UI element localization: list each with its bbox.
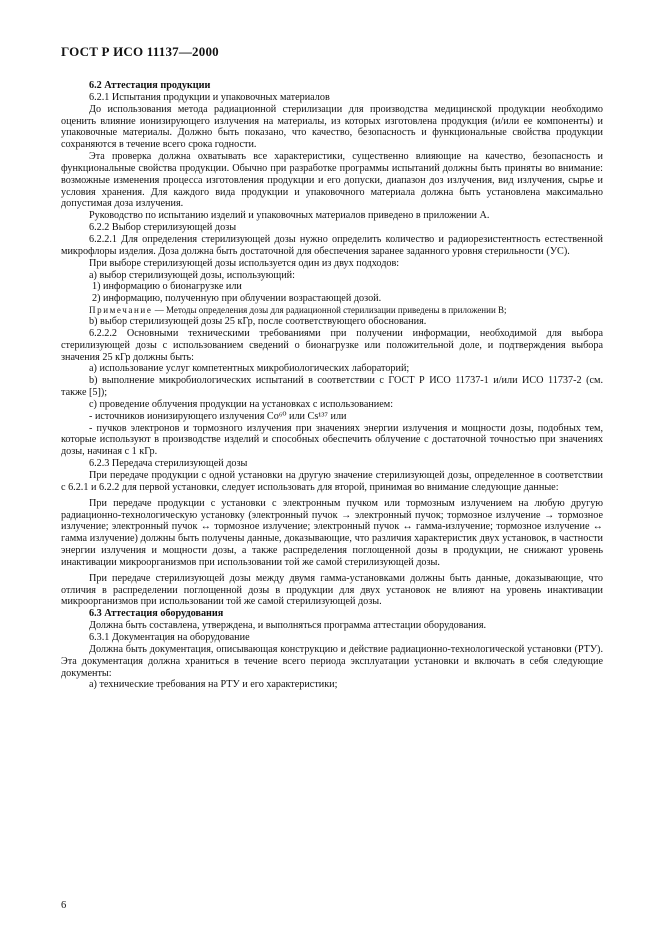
paragraph: - пучков электронов и тормозного излучения при значениях энергии излучения и мощности дозы, подобных тем, которые используют в производстве изделий и способных обеспечить облучение с достаточной точностью при значениях дозы, начиная с 1 кГр. — [61, 422, 603, 458]
paragraph: При передаче стерилизующей дозы между двумя гамма-установками должны быть данные, доказывающие, что отличия в распределении поглощенной дозы в продукции для двух установок не влияют на уровень инактивации микроорганизмов при использовании той же самой стерилизующей дозы. — [61, 572, 603, 608]
page-header: ГОСТ Р ИСО 11137—2000 — [61, 44, 219, 59]
paragraph: a) использование услуг компетентных микробиологических лабораторий; — [89, 363, 410, 375]
paragraph: c) проведение облучения продукции на установках с использованием: — [89, 398, 394, 410]
paragraph: 1) информацию о бионагрузке или — [92, 281, 242, 293]
paragraph: 6.2.2.1 Для определения стерилизующей дозы нужно определить количество и радиорезистентность естественной микрофлоры изделия. Доза должна быть достаточной для обеспечения заранее заданного уровня стерильности (УС). — [61, 233, 603, 257]
paragraph: При выборе стерилизующей дозы используется один из двух подходов: — [89, 257, 400, 269]
section-heading: 6.2 Аттестация продукции — [89, 80, 211, 91]
paragraph: 6.2.2 Выбор стерилизующей дозы — [89, 222, 237, 234]
paragraph: - источников ионизирующего излучения Co⁶⁰ или Cs¹³⁷ или — [89, 410, 347, 422]
paragraph: a) технические требования на РТУ и его характеристики; — [89, 679, 338, 691]
paragraph: b) выполнение микробиологических испытаний в соответствии с ГОСТ Р ИСО 11737-1 и/или ИСО 11737-2 (см. также [5]); — [61, 375, 603, 399]
paragraph: Руководство по испытанию изделий и упаковочных материалов приведено в приложении А. — [89, 210, 490, 222]
paragraph: 6.3.1 Документация на оборудование — [89, 631, 250, 643]
paragraph: a) выбор стерилизующей дозы, использующий: — [89, 269, 295, 281]
paragraph: При передаче продукции с установки с электронным пучком или тормозным излучением на любую другую радиационно-технологическую установку (электронный пучок → электронный пучок; тормозное излучение → тормозное излучение; электронный пучок ↔ тормозное излучение; электронный пучок ↔ гамма-излучение; тормозное излучение ↔ гамма излучение) должны быть получены данные, доказывающие, что различия характеристик двух установок, в частности энергии излучения и мощности дозы, а также распределения поглощенной дозы в продукции, не снижают уровень инактивации микроорганизмов при использовании той же самой стерилизующей дозы. — [61, 497, 603, 568]
paragraph: b) выбор стерилизующей дозы 25 кГр, после соответствующего обоснования. — [89, 316, 427, 328]
note-label: Примечание — [89, 305, 153, 316]
paragraph: 6.2.3 Передача стерилизующей дозы — [89, 458, 248, 470]
paragraph: Должна быть составлена, утверждена, и выполняться программа аттестации оборудования. — [89, 620, 487, 632]
section-heading: 6.3 Аттестация оборудования — [89, 608, 224, 620]
paragraph: До использования метода радиационной стерилизации для производства медицинской продукции необходимо оценить влияние ионизирующего излучения на материалы, из которых изготовлена продукция (и/или ее компоненты) и упаковочные материалы. Должно быть показано, что качество, безопасность и функциональные свойства продукции сохраняются в течение всего срока годности. — [61, 103, 603, 151]
note-text: — Методы определения дозы для радиационной стерилизации приведены в приложении В; — [152, 305, 507, 316]
paragraph: Должна быть документация, описывающая конструкцию и действие радиационно-технологической установки (РТУ). Эта документация должна храниться в течение всего периода эксплуатации установки и включать в себя следующие документы: — [61, 643, 603, 679]
paragraph: 6.2.2.2 Основными техническими требованиями при получении информации, необходимой для выбора стерилизующей дозы с использованием сведений о бионагрузке или положительной доле, и подтверждения выбора значения 25 кГр должны быть: — [61, 327, 603, 363]
paragraph: 2) информацию, полученную при облучении возрастающей дозой. — [92, 293, 382, 305]
paragraph: При передаче продукции с одной установки на другую значение стерилизующей дозы, определенное в соответствии с 6.2.1 и 6.2.2 для первой установки, следует использовать для второй, принимая во внимание следующие данные: — [61, 470, 603, 493]
page-number: 6 — [61, 900, 67, 911]
paragraph: Эта проверка должна охватывать все характеристики, существенно влияющие на качество, безопасность и функциональные свойства продукции. Обычно при разработке программы испытаний должны быть приняты во внимание: возможные изменения процесса изготовления продукции и его допуски, диапазон доз излучения, вид излучения, сырье и условия хранения. Для каждого вида продукции и упаковочного материала должна быть установлена максимально допустимая доза излучения. — [61, 151, 603, 210]
paragraph: 6.2.1 Испытания продукции и упаковочных материалов — [89, 91, 330, 103]
document-body — [61, 80, 603, 691]
note-paragraph — [61, 305, 603, 316]
